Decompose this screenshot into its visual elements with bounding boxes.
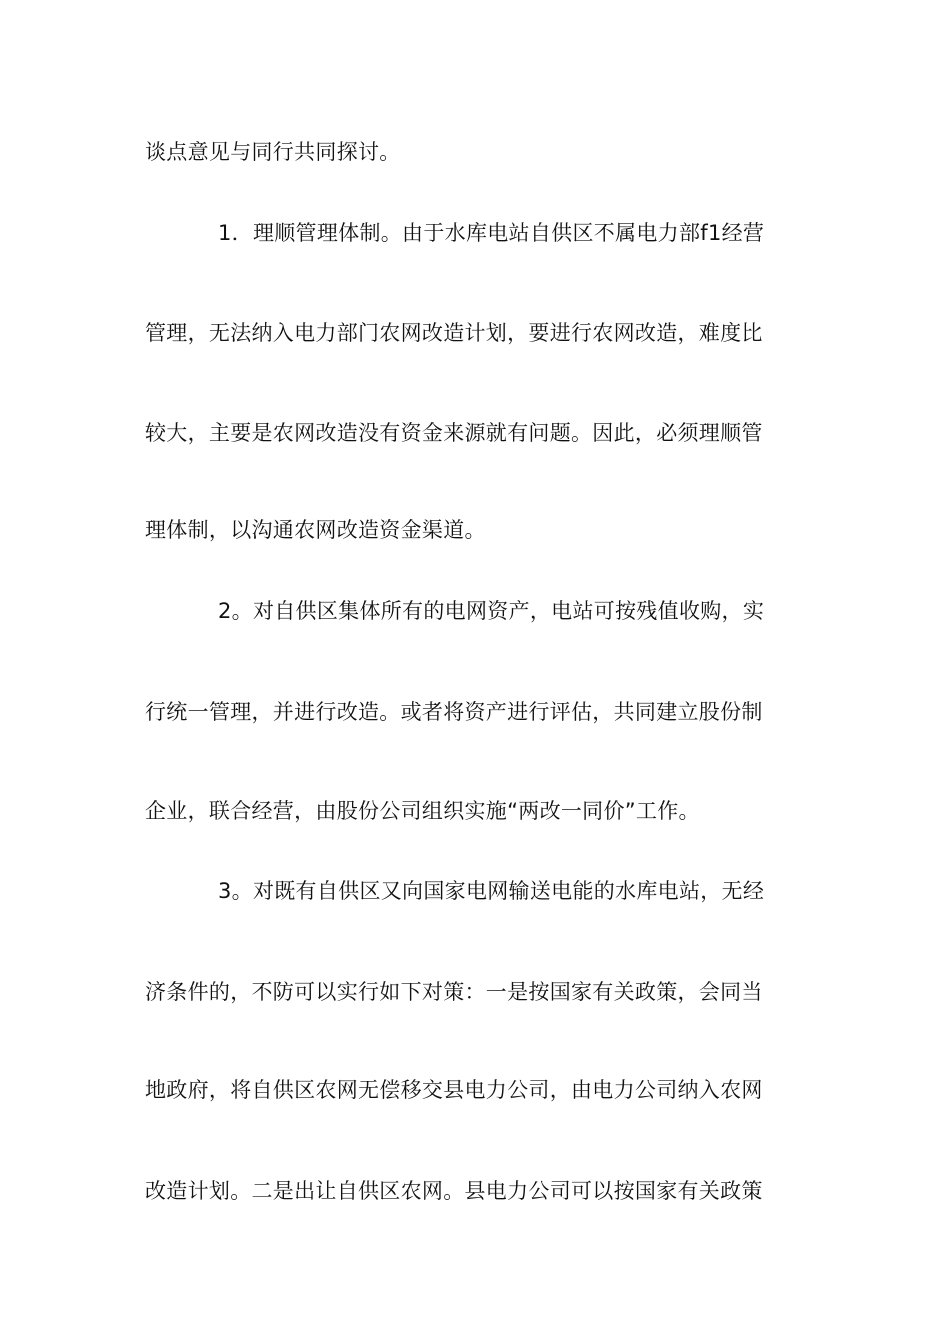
- text-line: 济条件的，不防可以实行如下对策：一是按国家有关政策，会同当: [145, 980, 763, 1004]
- text-line: 行统一管理，并进行改造。或者将资产进行评估，共同建立股份制: [145, 700, 763, 724]
- paragraph-2-heading-line: 2。对自供区集体所有的电网资产，电站可按残值收购，实: [218, 599, 765, 623]
- text-line: 较大，主要是农网改造没有资金来源就有问题。因此，必须理顺管: [145, 421, 763, 445]
- text-line: 地政府，将自供区农网无偿移交县电力公司，由电力公司纳入农网: [145, 1078, 763, 1102]
- text-line: 管理，无法纳入电力部门农网改造计划，要进行农网改造，难度比: [145, 321, 763, 345]
- text-line: 理体制，以沟通农网改造资金渠道。: [145, 518, 486, 542]
- text-line: 谈点意见与同行共同探讨。: [145, 140, 401, 164]
- paragraph-1-heading-line: 1．理顺管理体制。由于水库电站自供区不属电力部f1经营: [218, 221, 765, 245]
- text-line: 改造计划。二是出让自供区农网。县电力公司可以按国家有关政策: [145, 1179, 763, 1203]
- text-line: 企业，联合经营，由股份公司组织实施“两改一同价”工作。: [145, 799, 700, 823]
- paragraph-3-heading-line: 3。对既有自供区又向国家电网输送电能的水库电站，无经: [218, 879, 765, 903]
